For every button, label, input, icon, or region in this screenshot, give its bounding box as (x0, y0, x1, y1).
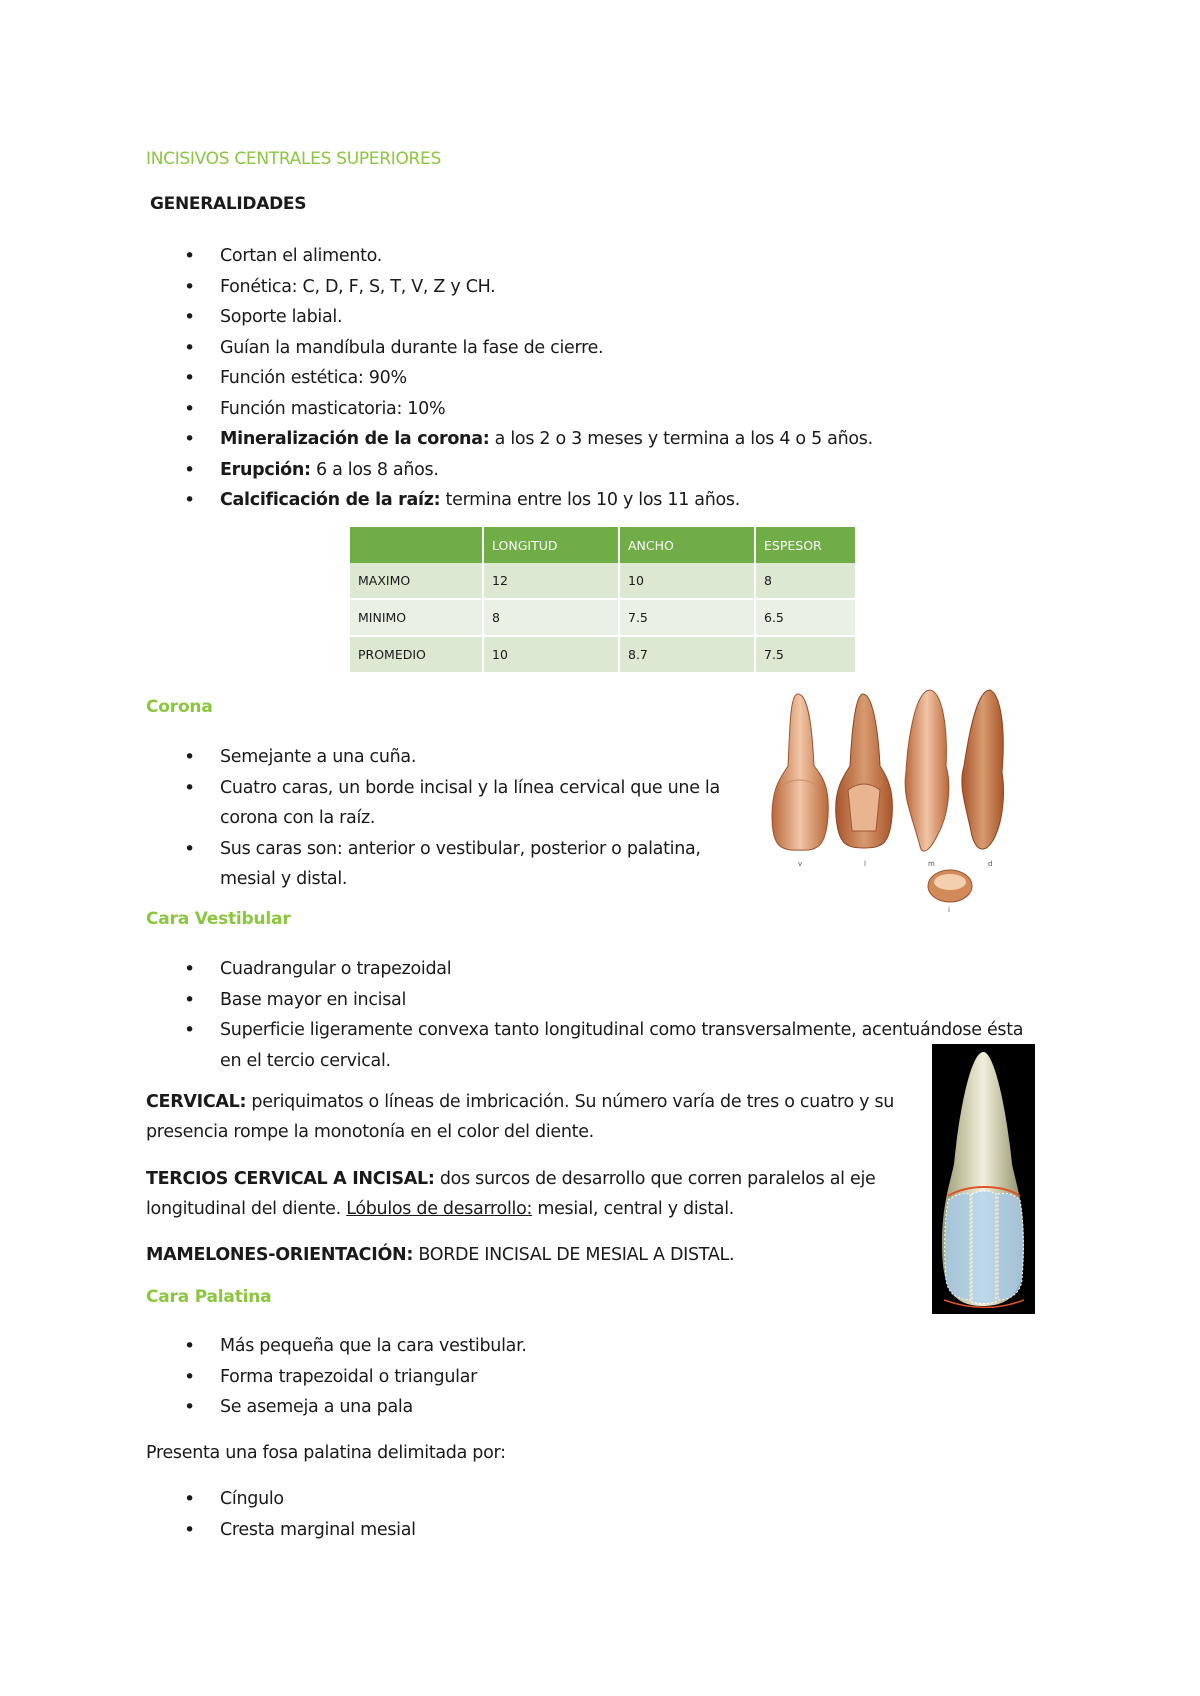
table-cell: 8.7 (619, 636, 755, 673)
table-header (350, 527, 483, 563)
list-item: • Guían la mandíbula durante la fase de cierre. (147, 333, 947, 364)
list-item: • Erupción: 6 a los 8 años. (147, 455, 947, 486)
table-header: ESPESOR (755, 527, 856, 563)
vestibular-list (147, 954, 1042, 1076)
lobe-mesial (945, 1193, 970, 1300)
table-cell: 8 (483, 599, 619, 636)
list-item: • Se asemeja a una pala (147, 1392, 947, 1423)
corona-heading: Corona (146, 697, 213, 717)
corona-list (147, 742, 757, 895)
table-header: LONGITUD (483, 527, 619, 563)
list-item: • Cortan el alimento. (147, 241, 947, 272)
table-cell: PROMEDIO (350, 636, 483, 673)
table-row (350, 563, 856, 599)
table-row (350, 636, 856, 673)
tooth-mesial-view (905, 690, 949, 851)
tooth-views-figure (770, 686, 1025, 916)
mamelones-paragraph: MAMELONES-ORIENTACIÓN: BORDE INCISAL DE MESIAL A DISTAL. (146, 1245, 735, 1265)
generalidades-heading: GENERALIDADES (150, 194, 307, 214)
table-cell: 6.5 (755, 599, 856, 636)
table-cell: 8 (755, 563, 856, 599)
tercios-paragraph: TERCIOS CERVICAL A INCISAL: dos surcos de desarrollo que corren paralelos al eje longitudinal del diente. Lóbulos de desarrollo: mesial, central y distal. (146, 1169, 876, 1219)
figure-label-l: l (864, 860, 866, 868)
tooth-distal-view (962, 690, 1004, 849)
palatina-list (147, 1331, 947, 1423)
table-row (350, 599, 856, 636)
table-cell: 7.5 (619, 599, 755, 636)
table-cell: 7.5 (755, 636, 856, 673)
list-item: • Mineralización de la corona: a los 2 o 3 meses y termina a los 4 o 5 años. (147, 424, 947, 455)
list-item: • Más pequeña que la cara vestibular. (147, 1331, 947, 1362)
lobe-distal (998, 1193, 1023, 1300)
list-item: • Cuatro caras, un borde incisal y la línea cervical que une la corona con la raíz. (147, 773, 757, 834)
figure-label-d: d (988, 860, 993, 868)
tooth-lobes-photo (932, 1044, 1035, 1314)
table-cell: MINIMO (350, 599, 483, 636)
table-cell: 10 (483, 636, 619, 673)
table-header-row (350, 527, 856, 563)
list-item: • Forma trapezoidal o triangular (147, 1362, 947, 1393)
generalidades-list (147, 241, 947, 516)
list-item: • Cresta marginal mesial (147, 1515, 947, 1546)
list-item: • Soporte labial. (147, 302, 947, 333)
table-header: ANCHO (619, 527, 755, 563)
list-item: • Semejante a una cuña. (147, 742, 757, 773)
list-item: • Sus caras son: anterior o vestibular, posterior o palatina, mesial y distal. (147, 834, 757, 895)
table-cell: 10 (619, 563, 755, 599)
list-item: • Cíngulo (147, 1484, 947, 1515)
list-item: • Calcificación de la raíz: termina entre los 10 y los 11 años. (147, 485, 947, 516)
tooth-lingual-view (836, 694, 893, 848)
tooth-vestibular-view (772, 694, 828, 850)
lobe-central (972, 1191, 996, 1304)
figure-label-i: i (948, 906, 950, 914)
figure-label-m: m (928, 860, 935, 868)
list-item: • Base mayor en incisal (147, 985, 1042, 1016)
measurements-table (350, 527, 857, 674)
list-item: • Función estética: 90% (147, 363, 947, 394)
tooth-incisal-view (928, 870, 972, 902)
cervical-paragraph: CERVICAL: periquimatos o líneas de imbricación. Su número varía de tres o cuatro y su presencia rompe la monotonía en el color del diente. (146, 1092, 895, 1142)
vestibular-heading: Cara Vestibular (146, 909, 291, 929)
palatina-heading: Cara Palatina (146, 1287, 272, 1307)
palatina-intro: Presenta una fosa palatina delimitada por: (146, 1443, 506, 1463)
list-item: • Función masticatoria: 10% (147, 394, 947, 425)
list-item: • Cuadrangular o trapezoidal (147, 954, 1042, 985)
list-item: • Superficie ligeramente convexa tanto longitudinal como transversalmente, acentuándose ésta en el tercio cervical. (147, 1015, 1042, 1076)
page-title: INCISIVOS CENTRALES SUPERIORES (146, 149, 441, 169)
table-cell: MAXIMO (350, 563, 483, 599)
list-item: • Fonética: C, D, F, S, T, V, Z y CH. (147, 272, 947, 303)
table-cell: 12 (483, 563, 619, 599)
palatina-list-2 (147, 1484, 947, 1545)
figure-label-v: v (798, 860, 803, 868)
